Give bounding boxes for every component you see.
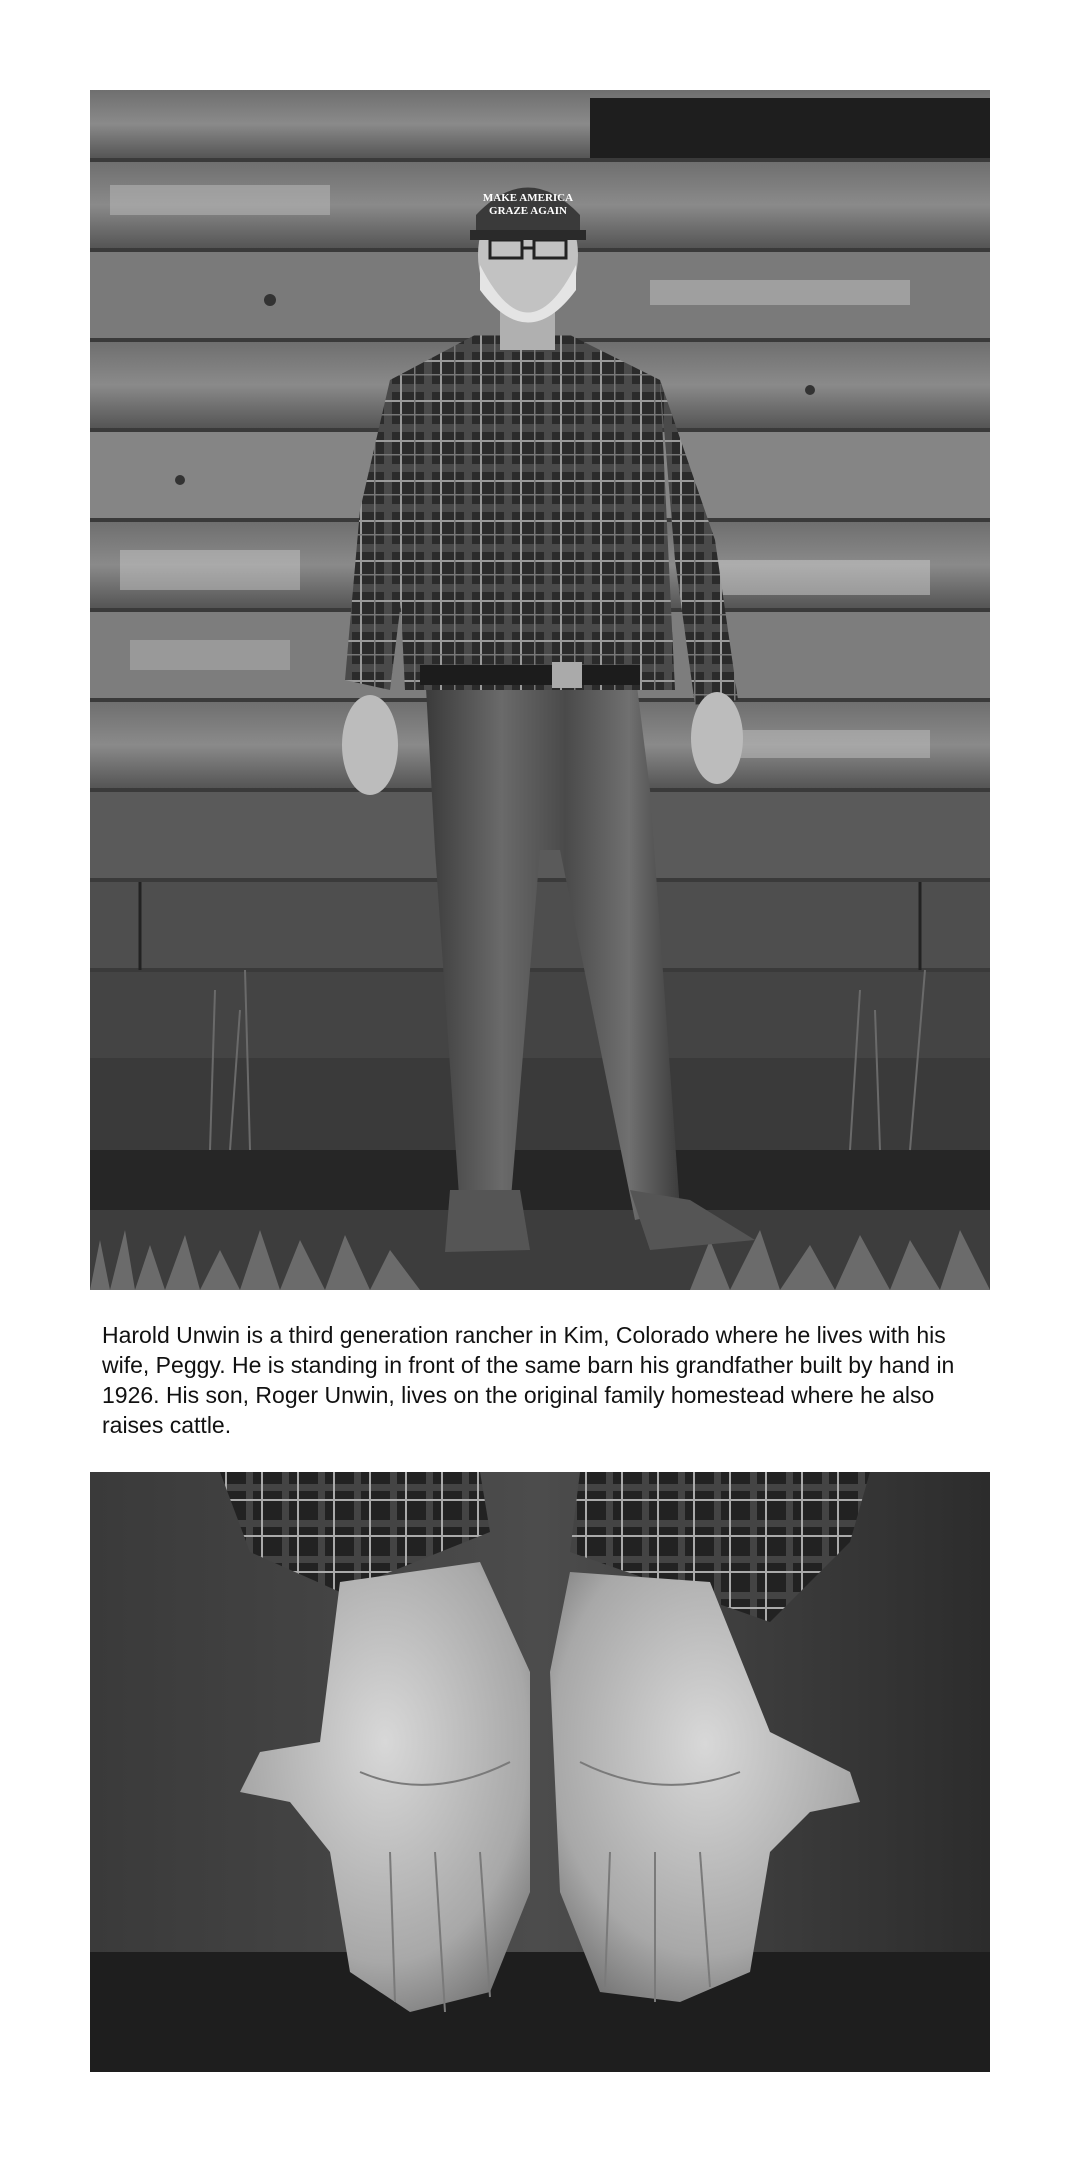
hat-text-line2: GRAZE AGAIN: [489, 205, 567, 217]
rancher-portrait-photo: [90, 90, 990, 1290]
rancher-portrait-illustration: [90, 90, 990, 1290]
hat-text-line1: MAKE AMERICA: [482, 192, 574, 204]
open-hands-illustration: [90, 1472, 990, 2072]
hands-photo: [90, 1472, 990, 2072]
photo-caption: Harold Unwin is a third generation rancher in Kim, Colorado where he lives with his wife, Peggy. He is standing in front of the same barn his grandfather built by hand in 1926. His son, Roger Unwin, lives on the original family homestead where he also raises cattle.: [102, 1322, 955, 1438]
